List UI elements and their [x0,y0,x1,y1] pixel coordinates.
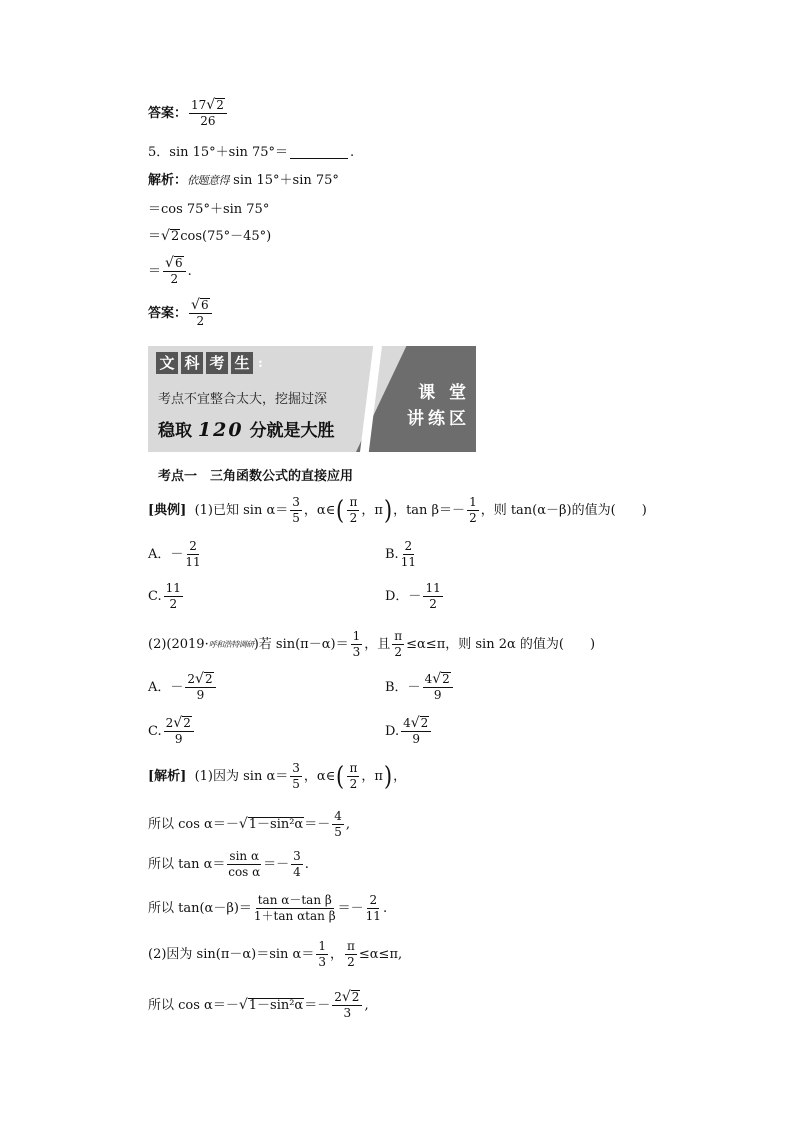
option-B: B. 2 11 [385,539,416,570]
option-2D: D. 4 √ 2 9 [385,716,433,746]
option-2A: A．－ 2 √ 2 9 B．－ 4 √ 2 9 [148,672,218,702]
fraction: 17 √ 2 26 [189,98,227,128]
option-A: A．－ 2 11 B. 2 11 [148,539,416,570]
option-D: D．－ 11 2 [385,581,441,612]
banner-line2: 稳取 120 分就是大胜 [158,419,335,441]
solution-lead: 依题意得 [187,174,230,187]
answer-5: 答案： √ 6 2 [148,298,214,328]
question-text: 5．sin 15°＋sin 75°＝ [148,145,289,160]
question-5: 5．sin 15°＋sin 75°＝ . [148,145,355,160]
prev-answer [148,98,229,128]
solution-5-line4: ＝ √ 6 2 . [148,255,192,287]
section-banner [148,346,476,452]
solution-line3: 所以 tan α＝ sin α cos α ＝－ 3 4 . [148,849,309,880]
answer-label: 答案： [148,105,188,121]
banner-side: 课 堂 讲练区 [407,383,470,429]
solution-line4: 所以 tan(α－β)＝ tan α－tan β 1＋tan αtan β ＝－ 2 11 . [148,893,388,924]
example-1: [典例] (1)已知 sin α＝ 3 5 ，α∈ ( π 2 ， π ) ，tan β＝－ 1 2 ，则 tan(α－β)的值为( ) [148,495,647,526]
solution-line1: [解析] (1)因为 sin α＝ 3 5 ，α∈ ( π 2 ， π ) ， [148,761,407,792]
solution-line6: 所以 cos α＝－ √ 1－sin²α ＝－ 2 √ 2 3 , [148,989,369,1021]
solution-line2: 所以 cos α＝－ √ 1－sin²α ＝－ 4 5 , [148,809,351,840]
option-C: C. 11 2 D．－ 11 2 [148,582,185,611]
banner-line1: 考点不宜整合太大，挖掘过深 [158,392,328,407]
solution-5-line3: ＝ √ 2 cos(75°－45°) [148,228,272,245]
solution-5-line2: ＝cos 75°＋sin 75° [148,202,270,217]
solution-line5: (2)因为 sin(π－α)＝sin α＝ 1 3 ， $\frac{\pi}{2}$ ≤α≤π, [148,939,403,970]
section-title: 考点一 三角函数公式的直接应用 [158,469,354,484]
solution-5-line1: 解析： 依题意得 sin 15°＋sin 75° [148,173,339,188]
option-2C: C. 2 √ 2 9 D. 4 √ 2 9 [148,716,196,746]
banner-tag: 文 科 考 生 : [156,352,263,374]
solution-label: 解析： [148,173,188,188]
answer-blank [290,146,348,159]
example-2: (2)(2019· 呼和浩特调研 )若 sin(π－α)＝ 1 3 ，且 $\frac{\pi}{2}$ ≤α≤π，则 sin 2α 的值为( ) [148,629,596,660]
option-2B: B．－ 4 √ 2 9 [385,672,455,702]
